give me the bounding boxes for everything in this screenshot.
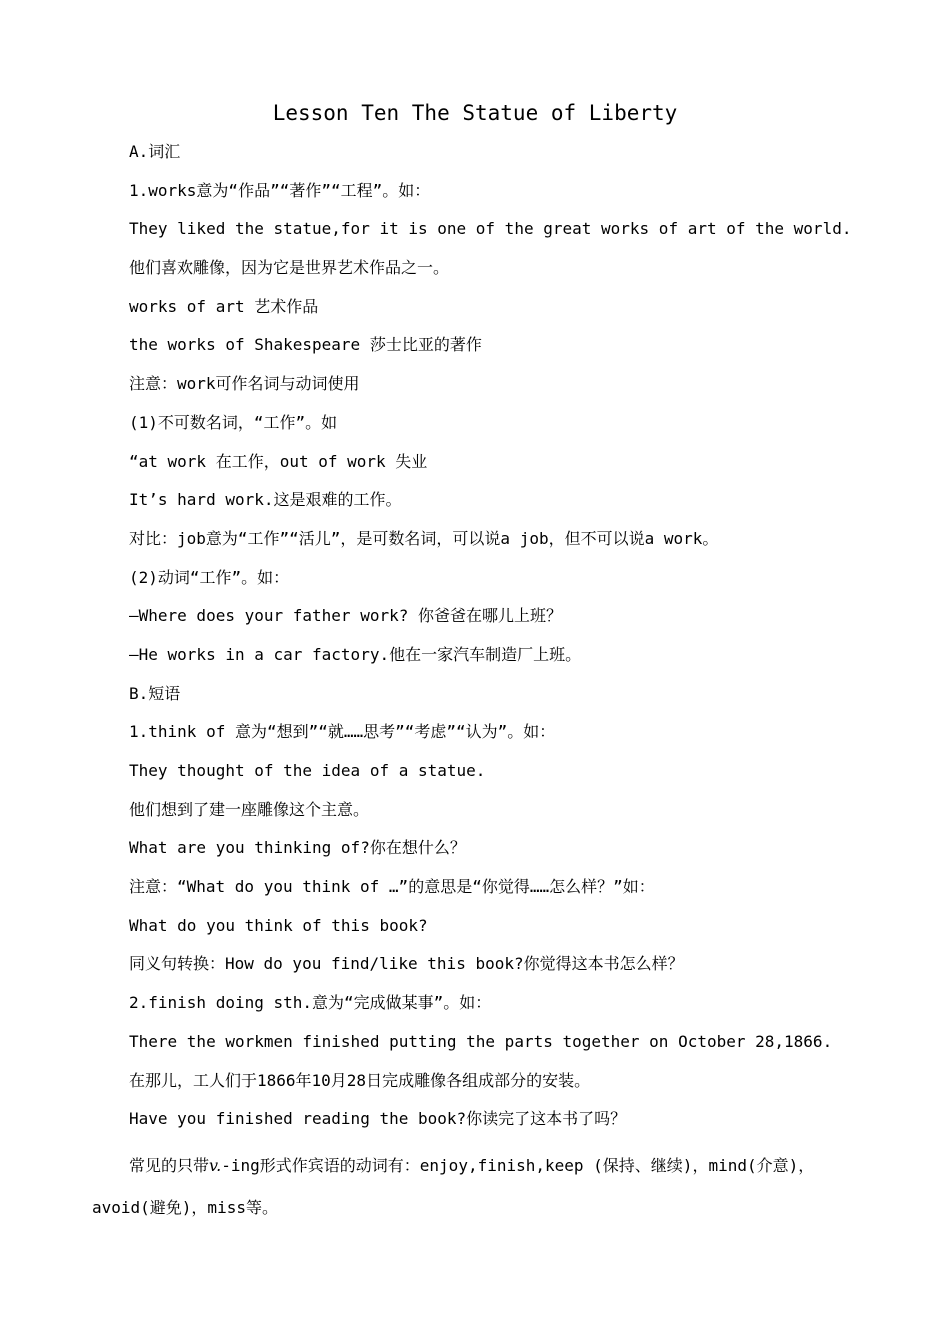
text-line: What do you think of this book? xyxy=(129,915,428,935)
final-paragraph xyxy=(92,1145,882,1229)
text-line: They liked the statue,for it is one of the great works of art of the world. xyxy=(129,219,852,239)
text-line: They thought of the idea of a statue. xyxy=(129,761,486,780)
final-paragraph-start: 常见的只带 xyxy=(129,1155,210,1175)
text-line: What are you thinking of?你在想什么？ xyxy=(129,838,466,858)
text-line: “at work 在工作，out of work 失业 xyxy=(129,451,428,471)
text-line: (1)不可数名词，“工作”。如 xyxy=(129,412,338,432)
final-paragraph-rest: -ing形式作宾语的动词有：enjoy,finish,keep (保持、继续)，mind(介意)，avoid(避免)，miss等。 xyxy=(92,1155,815,1217)
text-line: —Where does your father work? 你爸爸在哪儿上班？ xyxy=(129,606,562,626)
verb-abbreviation: v. xyxy=(209,1155,222,1175)
section-heading-phrases: B.短语 xyxy=(129,683,181,703)
section-heading-vocabulary: A.词汇 xyxy=(129,142,181,161)
text-line: 注意：“What do you think of …”的意思是“你觉得……怎么样？”如： xyxy=(129,877,655,897)
text-line: 对比：job意为“工作”“活儿”，是可数名词，可以说a job，但不可以说a work。 xyxy=(129,528,719,548)
text-line: 他们想到了建一座雕像这个主意。 xyxy=(129,799,370,819)
text-line: —He works in a car factory.他在一家汽车制造厂上班。 xyxy=(129,644,582,664)
document-body xyxy=(92,137,882,1229)
text-line: the works of Shakespeare 莎士比亚的著作 xyxy=(129,335,482,355)
text-line: 注意：work可作名词与动词使用 xyxy=(129,374,360,394)
text-line: 同义句转换：How do you find/like this book?你觉得这本书怎么样？ xyxy=(129,954,684,974)
text-line: (2)动词“工作”。如： xyxy=(129,567,290,587)
text-line: It’s hard work.这是艰难的工作。 xyxy=(129,490,402,510)
text-line: Have you finished reading the book?你读完了这本书了吗？ xyxy=(129,1109,627,1129)
text-line: 在那儿，工人们于1866年10月28日完成雕像各组成部分的安装。 xyxy=(129,1070,591,1090)
page-title: Lesson Ten The Statue of Liberty xyxy=(272,101,678,125)
text-line: There the workmen finished putting the parts together on October 28,1866. xyxy=(129,1031,833,1051)
text-line: 1.think of 意为“想到”“就……思考”“考虑”“认为”。如： xyxy=(129,722,556,742)
text-line: 他们喜欢雕像，因为它是世界艺术作品之一。 xyxy=(129,258,450,278)
text-line: 1.works意为“作品”“著作”“工程”。如： xyxy=(129,180,431,200)
text-line: 2.finish doing sth.意为“完成做某事”。如： xyxy=(129,993,492,1013)
text-line: works of art 艺术作品 xyxy=(129,296,319,316)
